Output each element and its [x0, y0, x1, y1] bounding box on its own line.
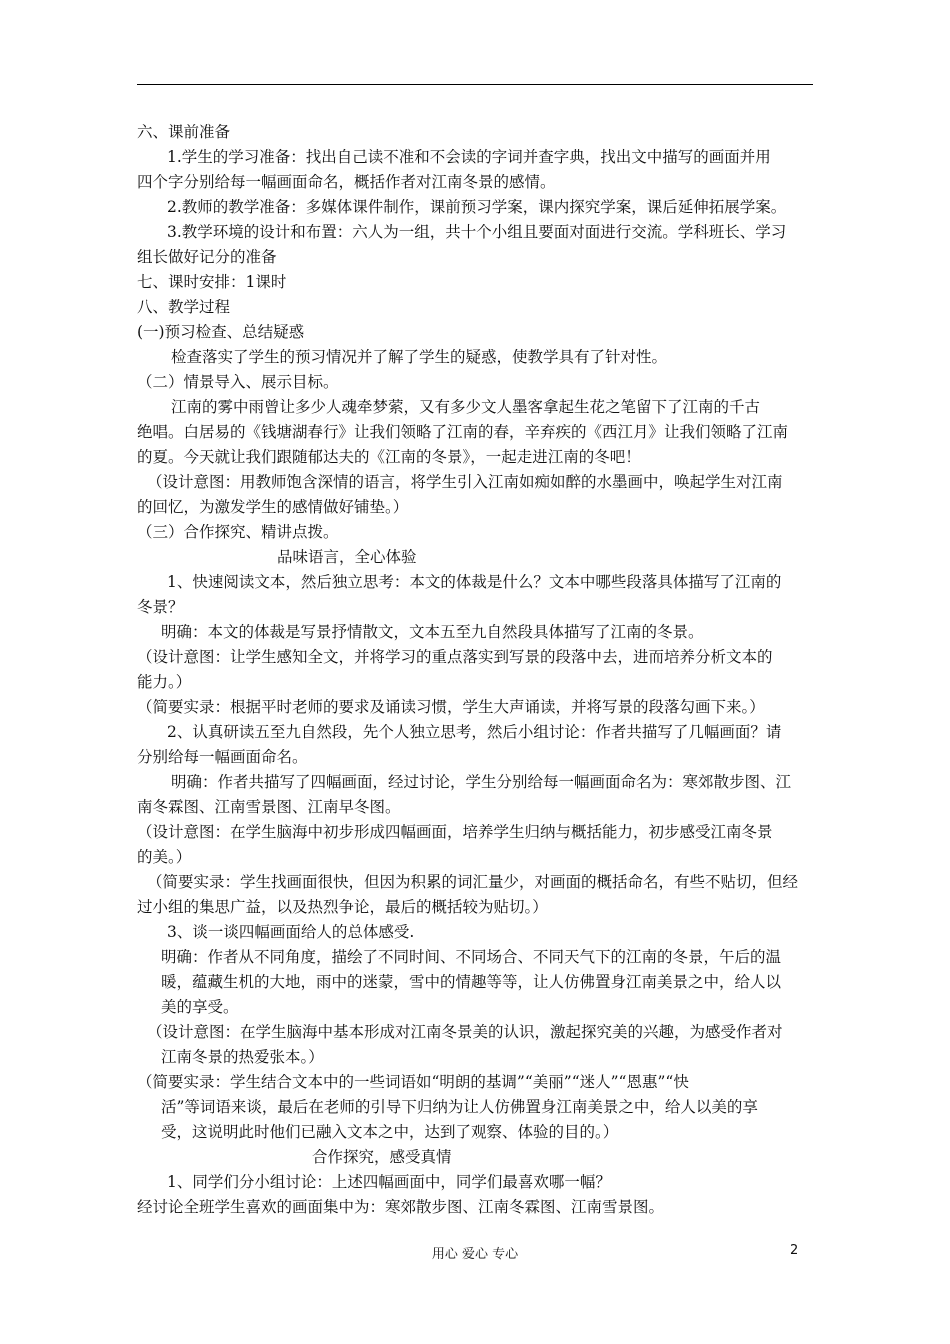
paragraph-line: 3、谈一谈四幅画面给人的总体感受.: [167, 923, 415, 941]
paragraph-line: 1、同学们分小组讨论：上述四幅画面中，同学们最喜欢哪一幅？: [167, 1173, 611, 1191]
paragraph-line: （设计意图：用教师饱含深情的语言，将学生引入江南如痴如醉的水墨画中，唤起学生对江南: [147, 473, 783, 491]
paragraph-line: 经讨论全班学生喜欢的画面集中为：寒郊散步图、江南冬霖图、江南雪景图。: [137, 1198, 665, 1216]
paragraph-line: （设计意图：让学生感知全文，并将学习的重点落实到写景的段落中去，进而培养分析文本的: [137, 648, 773, 666]
paragraph-line: 南冬霖图、江南雪景图、江南早冬图。: [137, 798, 401, 816]
subheading-2: （二）情景导入、展示目标。: [137, 373, 339, 391]
paragraph-line: 检查落实了学生的预习情况并了解了学生的疑惑，使教学具有了针对性。: [171, 348, 668, 366]
paragraph-line: 江南冬景的热爱张本。）: [161, 1048, 324, 1066]
paragraph-line: 的夏。今天就让我们跟随郁达夫的《江南的冬景》，一起走进江南的冬吧！: [137, 448, 641, 466]
paragraph-line: （简要实录：学生结合文本中的一些词语如“明朗的基调”“美丽”“迷人”“恩惠”“快: [137, 1073, 689, 1091]
page-number: 2: [790, 1243, 799, 1258]
paragraph-line: 美的享受。: [161, 998, 239, 1016]
paragraph-line: 绝唱。白居易的《钱塘湖春行》让我们领略了江南的春，辛弃疾的《西江月》让我们领略了江南: [137, 423, 789, 441]
heading-6: 六、课前准备: [137, 123, 231, 141]
paragraph-line: （简要实录：学生找画面很快，但因为积累的词汇量少，对画面的概括命名，有些不贴切，但经: [147, 873, 799, 891]
paragraph-line: 的美。）: [137, 848, 192, 866]
header-rule: [137, 84, 813, 85]
paragraph-line: 2.教师的教学准备：多媒体课件制作，课前预习学案，课内探究学案，课后延伸拓展学案。: [167, 198, 787, 216]
paragraph-line: 分别给每一幅画面命名。: [137, 748, 308, 766]
paragraph-line: 明确：本文的体裁是写景抒情散文，文本五至九自然段具体描写了江南的冬景。: [161, 623, 704, 641]
subheading-3: （三）合作探究、精讲点拨。: [137, 523, 339, 541]
paragraph-line: 1、快速阅读文本，然后独立思考：本文的体裁是什么？文本中哪些段落具体描写了江南的: [167, 573, 782, 591]
paragraph-line: 明确：作者共描写了四幅画面，经过讨论，学生分别给每一幅画面命名为：寒郊散步图、江: [171, 773, 792, 791]
paragraph-line: 明确：作者从不同角度，描绘了不同时间、不同场合、不同天气下的江南的冬景，午后的温: [161, 948, 782, 966]
paragraph-line: 2、认真研读五至九自然段，先个人独立思考，然后小组讨论：作者共描写了几幅画面？请: [167, 723, 782, 741]
page-footer: 用心 爱心 专心: [431, 1247, 519, 1262]
paragraph-line: 活”等词语来谈，最后在老师的引导下归纳为让人仿佛置身江南美景之中，给人以美的享: [161, 1098, 758, 1116]
heading-7: 七、课时安排：1课时: [137, 273, 287, 291]
paragraph-line: （设计意图：在学生脑海中初步形成四幅画面，培养学生归纳与概括能力，初步感受江南冬景: [137, 823, 773, 841]
section-title: 品味语言，全心体验: [277, 548, 417, 566]
subheading-1: (一)预习检查、总结疑惑: [137, 323, 305, 341]
paragraph-line: （设计意图：在学生脑海中基本形成对江南冬景美的认识，激起探究美的兴趣，为感受作者对: [147, 1023, 783, 1041]
paragraph-line: 受，这说明此时他们已融入文本之中，达到了观察、体验的目的。）: [161, 1123, 619, 1141]
paragraph-line: 江南的雾中雨曾让多少人魂牵梦萦，又有多少文人墨客拿起生花之笔留下了江南的千古: [171, 398, 761, 416]
heading-8: 八、教学过程: [137, 298, 231, 316]
section-title: 合作探究，感受真情: [312, 1148, 452, 1166]
paragraph-line: 四个字分别给每一幅画面命名，概括作者对江南冬景的感情。: [137, 173, 556, 191]
paragraph-line: （简要实录：根据平时老师的要求及诵读习惯，学生大声诵读，并将写景的段落勾画下来。）: [137, 698, 765, 716]
paragraph-line: 暖，蕴藏生机的大地，雨中的迷蒙，雪中的情趣等等，让人仿佛置身江南美景之中，给人以: [161, 973, 782, 991]
paragraph-line: 3.教学环境的设计和布置：六人为一组，共十个小组且要面对面进行交流。学科班长、学习: [167, 223, 787, 241]
paragraph-line: 过小组的集思广益，以及热烈争论，最后的概括较为贴切。）: [137, 898, 548, 916]
paragraph-line: 的回忆，为激发学生的感情做好铺垫。）: [137, 498, 409, 516]
paragraph-line: 冬景？: [137, 598, 184, 616]
paragraph-line: 能力。）: [137, 673, 192, 691]
paragraph-line: 1.学生的学习准备：找出自己读不准和不会读的字词并查字典，找出文中描写的画面并用: [167, 148, 771, 166]
paragraph-line: 组长做好记分的准备: [137, 248, 277, 266]
